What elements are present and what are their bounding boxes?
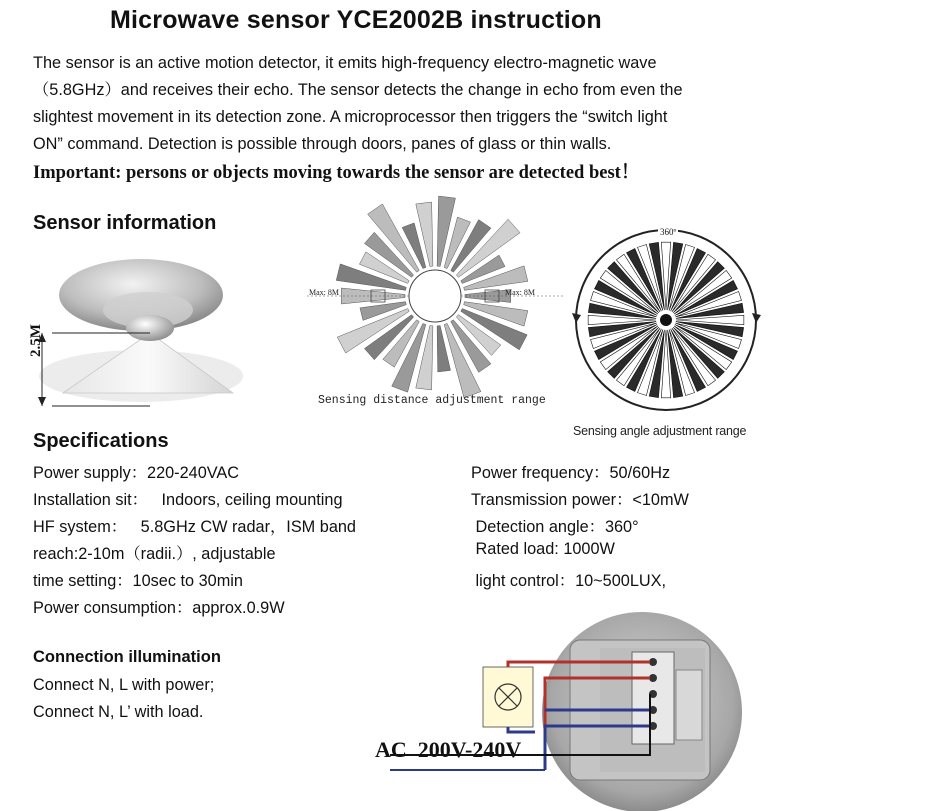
page-title: Microwave sensor YCE2002B instruction <box>110 6 602 34</box>
intro-line: （5.8GHz）and receives their echo. The sensor detects the change in echo from even the <box>33 81 683 99</box>
spec-rated-load: Rated load: 1000W <box>471 540 615 558</box>
intro-line: The sensor is an active motion detector, it emits high-frequency electro-magnetic wave <box>33 54 657 72</box>
spec-light-control: light control：10~500LUX, <box>471 572 667 590</box>
spec-transmission-power: Transmission power：<10mW <box>471 491 689 509</box>
connection-line: Connect N, L’ with load. <box>33 703 204 721</box>
intro-line: slightest movement in its detection zone. A microprocessor then triggers the “switch light <box>33 108 668 126</box>
spec-power-supply: Power supply：220-240VAC <box>33 464 240 482</box>
angle-caption: Sensing angle adjustment range <box>573 424 747 438</box>
spec-detection-angle: Detection angle：360° <box>471 518 639 536</box>
voltage-label <box>375 737 521 763</box>
distance-max-left: Max: 8M <box>309 288 339 297</box>
wire-blue-n <box>508 727 535 732</box>
spec-power-consumption: Power consumption：approx.0.9W <box>33 599 285 617</box>
angle-label: 360º <box>660 227 677 237</box>
specifications-heading: Specifications <box>33 430 169 452</box>
height-label: 2.5M <box>28 324 44 357</box>
spec-hf-system: HF system： 5.8GHz CW radar，ISM band <box>33 518 356 536</box>
voltage-text: AC 200V-240V <box>375 737 522 762</box>
angle-range-diagram <box>568 225 768 425</box>
spec-installation: Installation sit： Indoors, ceiling mounting <box>33 491 343 509</box>
spec-reach: reach:2-10m（radii.）, adjustable <box>33 545 276 563</box>
ceiling-sensor-image <box>33 258 243 408</box>
distance-wedge <box>465 290 511 303</box>
spec-power-frequency: Power frequency：50/60Hz <box>471 464 671 482</box>
distance-max-right: Max: 8M <box>505 288 535 297</box>
distance-caption: Sensing distance adjustment range <box>318 394 546 407</box>
connection-heading: Connection illumination <box>33 648 221 666</box>
intro-paragraph <box>33 50 763 158</box>
connection-line: Connect N, L with power; <box>33 676 215 694</box>
sensor-info-heading: Sensor information <box>33 212 217 234</box>
intro-line: ON” command. Detection is possible through doors, panes of glass or thin walls. <box>33 135 612 153</box>
spec-time-setting: time setting：10sec to 30min <box>33 572 243 590</box>
wiring-diagram <box>370 610 700 810</box>
important-note: Important: persons or objects moving towards the sensor are detected best！ <box>33 163 640 183</box>
